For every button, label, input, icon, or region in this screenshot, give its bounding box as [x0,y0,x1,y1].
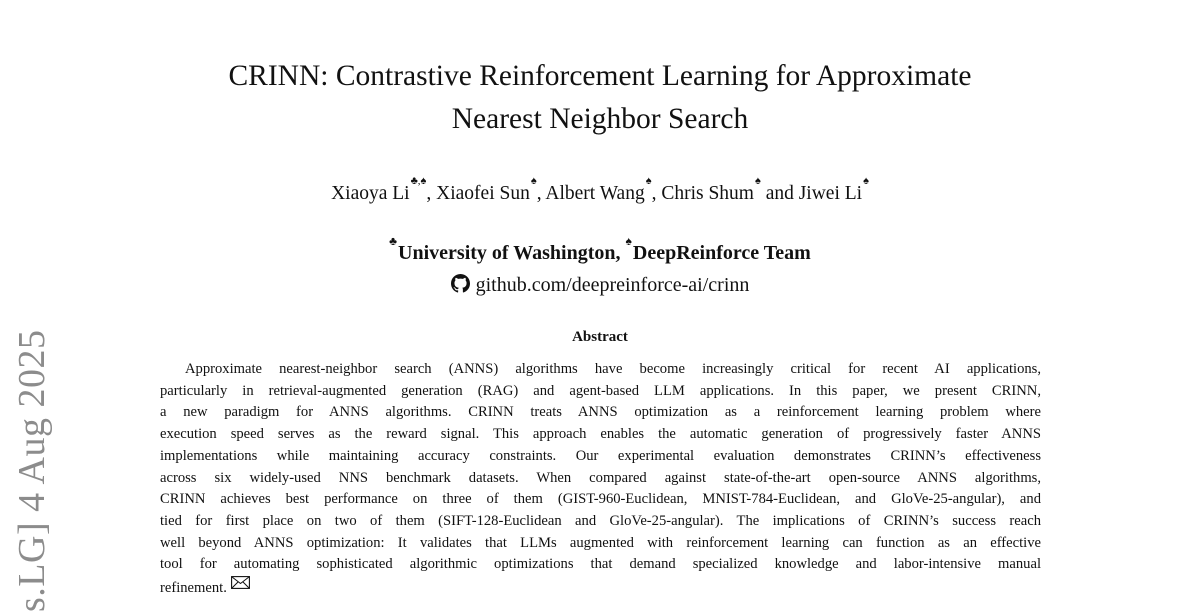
abstract-heading: Abstract [572,329,628,345]
author-separator: , [536,182,546,204]
author-name: Xiaoya Li [331,182,410,204]
author-2 [436,175,546,204]
abstract-body [160,359,1041,600]
affiliation-mark: ♠ [530,175,537,187]
author-name: Chris Shum [661,182,754,204]
arxiv-sidebar-stamp: s.LG] 4 Aug 2025 [11,329,53,612]
affiliation-name: University of Washington [398,241,616,264]
repository-line [0,271,1200,299]
affiliation-mark: ♣ [389,234,398,248]
affiliation-separator: , [615,241,626,264]
affiliation-name: DeepReinforce Team [632,241,811,264]
abstract-line: implementations while maintaining accuracy constraints. Our experimental evaluation demonstrates CRINN’s effectiveness [160,447,1041,464]
abstract-line: CRINN achieves best performance on three of them (GIST-960-Euclidean, MNIST-784-Euclidean, and GloVe-25-angular), and [160,491,1041,508]
abstract-line: across six widely-used NNS benchmark datasets. When compared against state-of-the-art open-source ANNS algorithms, [160,469,1041,486]
abstract-line: a new paradigm for ANNS algorithms. CRINN treats ANNS optimization as a reinforcement learning problem where [160,404,1041,421]
affiliation-1 [389,234,626,264]
affiliation-list [0,233,1200,267]
abstract-line: well beyond ANNS optimization: It validates that LLMs augmented with reinforcement learning can function as an effective [160,534,1041,551]
affiliation-2 [625,234,811,264]
paper-title [0,55,1200,141]
affiliation-mark: ♠ [645,175,652,187]
author-3 [545,175,662,204]
abstract-line: Approximate nearest-neighbor search (ANNS) algorithms have become increasingly critical for recent AI applications, [185,361,1041,377]
affiliation-mark: ♣,♠ [410,175,427,187]
envelope-icon[interactable] [231,576,250,589]
author-name: Jiwei Li [798,182,863,204]
abstract-last-line [160,576,1041,600]
repository-link[interactable]: github.com/deepreinforce-ai/crinn [475,274,750,296]
author-5 [798,175,869,204]
author-separator: and [760,182,799,204]
abstract-line: particularly in retrieval-augmented generation (RAG) and agent-based LLM applications. In this paper, we present CRINN, [160,382,1041,399]
author-name: Xiaofei Sun [436,182,530,204]
github-icon [451,274,470,293]
affiliation-mark: ♠ [754,175,761,187]
author-name: Albert Wang [545,182,645,204]
abstract-line: refinement. [160,580,227,597]
author-separator: , [651,182,662,204]
title-line-2: Nearest Neighbor Search [451,103,749,135]
author-4 [661,175,799,204]
author-list [0,174,1200,208]
abstract-line: execution speed serves as the reward signal. This approach enables the automatic generation of progressively faster ANNS [160,426,1041,443]
affiliation-mark: ♠ [625,234,632,248]
abstract-line: tool for automating sophisticated algorithmic optimizations that demand specialized knowledge and labor-intensive manual [160,556,1041,573]
abstract-line: tied for first place on two of them (SIFT-128-Euclidean and GloVe-25-angular). The implications of CRINN’s success reach [160,512,1041,529]
author-separator: , [426,182,437,204]
author-1 [331,175,437,204]
title-line-1: CRINN: Contrastive Reinforcement Learning for Approximate [228,60,972,92]
affiliation-mark: ♠ [863,175,869,187]
